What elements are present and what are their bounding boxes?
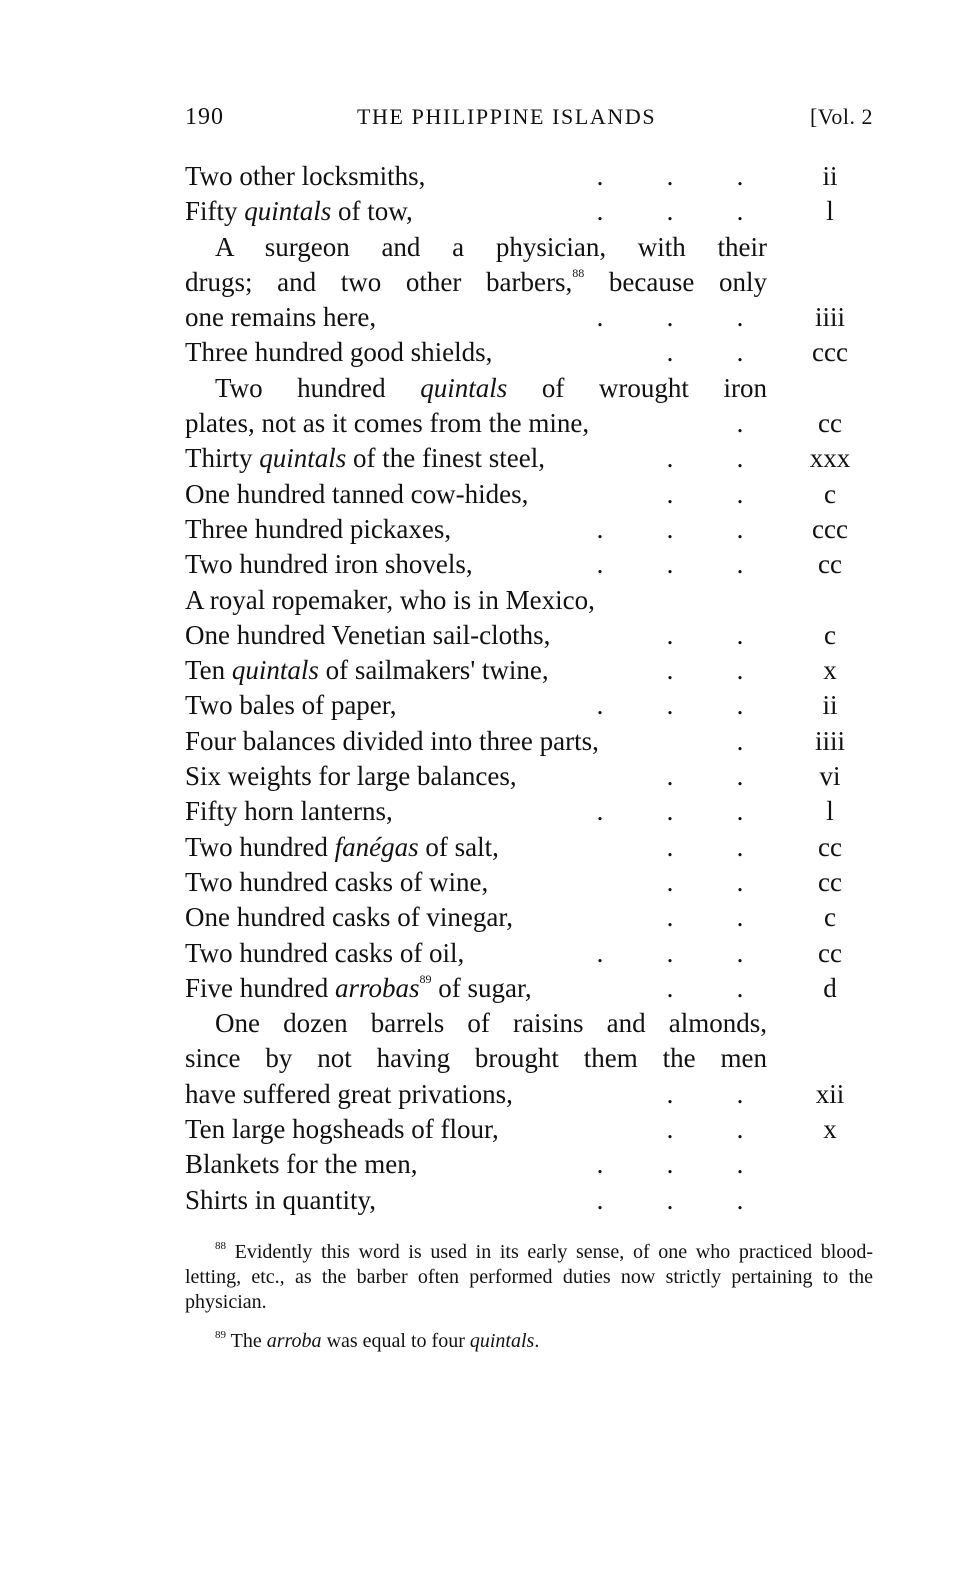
leader-dots: . . <box>666 619 744 650</box>
list-item <box>185 936 875 971</box>
list-item <box>185 583 875 618</box>
item-amount: ccc <box>812 337 848 368</box>
item-amount: d <box>823 972 837 1003</box>
list-item <box>185 794 875 829</box>
item-text: Blankets for the men, <box>185 1149 418 1180</box>
leader-dots: . . <box>666 761 744 792</box>
leader-dots: . . <box>666 443 744 474</box>
list-item <box>185 406 875 441</box>
footnote-ref: 88 <box>572 265 585 280</box>
item-amount: xii <box>815 1078 845 1109</box>
item-text: Two hundred casks of oil, <box>185 937 465 968</box>
item-text: Two hundred quintals of wrought iron <box>215 372 767 403</box>
footnote-89: $^{89}$ The arroba was equal to four quintals. <box>215 1329 540 1352</box>
item-amount: x <box>823 1114 837 1145</box>
leader-dots: . . . <box>596 937 744 968</box>
list-item <box>185 335 875 370</box>
item-text: Four balances divided into three parts, <box>185 725 599 756</box>
leader-dots: . . <box>666 1078 744 1109</box>
page-number: 190 <box>185 104 224 130</box>
item-amount: c <box>824 478 836 509</box>
item-text: Five hundred arrobas$^{89}$ of sugar, <box>185 971 532 1003</box>
leader-dots: . . . <box>596 690 744 721</box>
list-item <box>185 194 875 229</box>
list-item <box>185 830 875 865</box>
supply-list <box>185 159 875 1218</box>
list-item <box>185 441 875 476</box>
item-amount: iiii <box>814 725 845 756</box>
item-amount: cc <box>818 866 842 897</box>
list-item <box>185 724 875 759</box>
list-item <box>185 1041 875 1076</box>
item-text: Three hundred pickaxes, <box>185 513 452 544</box>
running-title: THE PHILIPPINE ISLANDS <box>357 104 657 129</box>
leader-dots: . . . <box>596 513 744 544</box>
leader-dots: . . <box>666 337 744 368</box>
item-text: Shirts in quantity, <box>185 1184 377 1215</box>
item-text: Fifty horn lanterns, <box>185 796 393 827</box>
leader-dots: . . <box>666 1114 744 1145</box>
item-text: Thirty quintals of the finest steel, <box>185 443 545 474</box>
list-item <box>185 1077 875 1112</box>
running-header <box>185 104 873 136</box>
item-amount: cc <box>818 549 842 580</box>
item-text: Two hundred casks of wine, <box>185 866 489 897</box>
leader-dots: . . . <box>596 796 744 827</box>
item-text: Fifty quintals of tow, <box>185 196 413 227</box>
item-text: A royal ropemaker, who is in Mexico, <box>185 584 595 615</box>
item-text: Ten quintals of sailmakers' twine, <box>185 655 549 686</box>
item-amount: ccc <box>812 513 848 544</box>
leader-dots: . . . <box>596 302 744 333</box>
leader-dots: . <box>736 408 744 439</box>
list-item <box>185 971 875 1006</box>
leader-dots: . <box>736 725 744 756</box>
list-item <box>185 1183 875 1218</box>
footnote-mark: 89 <box>215 1329 226 1341</box>
list-item <box>185 688 875 723</box>
item-text: Three hundred good shields, <box>185 337 493 368</box>
item-text: Two bales of paper, <box>185 690 397 721</box>
list-item <box>185 265 875 300</box>
list-item <box>185 477 875 512</box>
item-text: have suffered great privations, <box>185 1078 513 1109</box>
item-amount: ii <box>822 161 838 191</box>
item-amount: c <box>824 619 836 650</box>
item-amount: ii <box>822 690 838 721</box>
list-item <box>185 159 875 194</box>
leader-dots: . . <box>666 478 744 509</box>
leader-dots: . . <box>666 902 744 933</box>
item-text: Two other locksmiths, <box>185 161 426 191</box>
list-item <box>185 300 875 335</box>
leader-dots: . . <box>666 831 744 862</box>
item-amount: cc <box>818 937 842 968</box>
leader-dots: . . . <box>596 1149 744 1180</box>
item-amount: cc <box>818 831 842 862</box>
item-text: plates, not as it comes from the mine, <box>185 408 590 439</box>
leader-dots: . . . <box>596 196 744 227</box>
list-item <box>185 547 875 582</box>
list-item <box>185 230 875 265</box>
item-amount: cc <box>818 408 842 439</box>
leader-dots: . . <box>666 972 744 1003</box>
item-text: A surgeon and a physician, with their <box>215 231 767 262</box>
item-amount: xxx <box>809 443 851 474</box>
list-item <box>185 1006 875 1041</box>
item-amount: x <box>823 655 837 686</box>
list-item <box>185 653 875 688</box>
list-item <box>185 371 875 406</box>
item-text: Two hundred iron shovels, <box>185 549 473 580</box>
list-item <box>185 512 875 547</box>
leader-dots: . . . <box>596 549 744 580</box>
footnotes <box>185 1240 873 1354</box>
item-text: since by not having brought them the men <box>185 1043 767 1074</box>
list-item <box>185 1112 875 1147</box>
item-text: One hundred tanned cow-hides, <box>185 478 529 509</box>
item-text: drugs; and two other barbers,$^{88}$ because only <box>185 265 768 297</box>
list-item <box>185 865 875 900</box>
item-text: Two hundred fanégas of salt, <box>185 831 499 862</box>
leader-dots: . . <box>666 655 744 686</box>
list-item <box>185 1147 875 1182</box>
footnote-mark: 88 <box>215 1240 226 1252</box>
item-text: Six weights for large balances, <box>185 761 517 792</box>
list-item <box>185 618 875 653</box>
list-item <box>185 759 875 794</box>
item-text: One hundred casks of vinegar, <box>185 902 514 933</box>
item-amount: c <box>824 902 836 933</box>
list-item <box>185 900 875 935</box>
item-amount: l <box>826 196 834 227</box>
footnote-88: $^{88}$ Evidently this word is used in its early sense, of one who practiced blood-letting, etc., as the barber often performed duties now strictly pertaining to the physician. <box>185 1240 873 1313</box>
leader-dots: . . . <box>596 161 744 191</box>
leader-dots: . . <box>666 866 744 897</box>
footnote-ref: 89 <box>419 971 432 986</box>
item-amount: vi <box>819 761 841 792</box>
leader-dots: . . . <box>596 1184 744 1215</box>
item-text: One hundred Venetian sail-cloths, <box>185 619 551 650</box>
item-text: One dozen barrels of raisins and almonds, <box>215 1008 767 1039</box>
item-text: Ten large hogsheads of flour, <box>185 1114 499 1145</box>
item-text: one remains here, <box>185 302 377 333</box>
item-amount: l <box>826 796 834 827</box>
volume-label: [Vol. 2 <box>810 104 873 129</box>
item-amount: iiii <box>814 302 845 333</box>
